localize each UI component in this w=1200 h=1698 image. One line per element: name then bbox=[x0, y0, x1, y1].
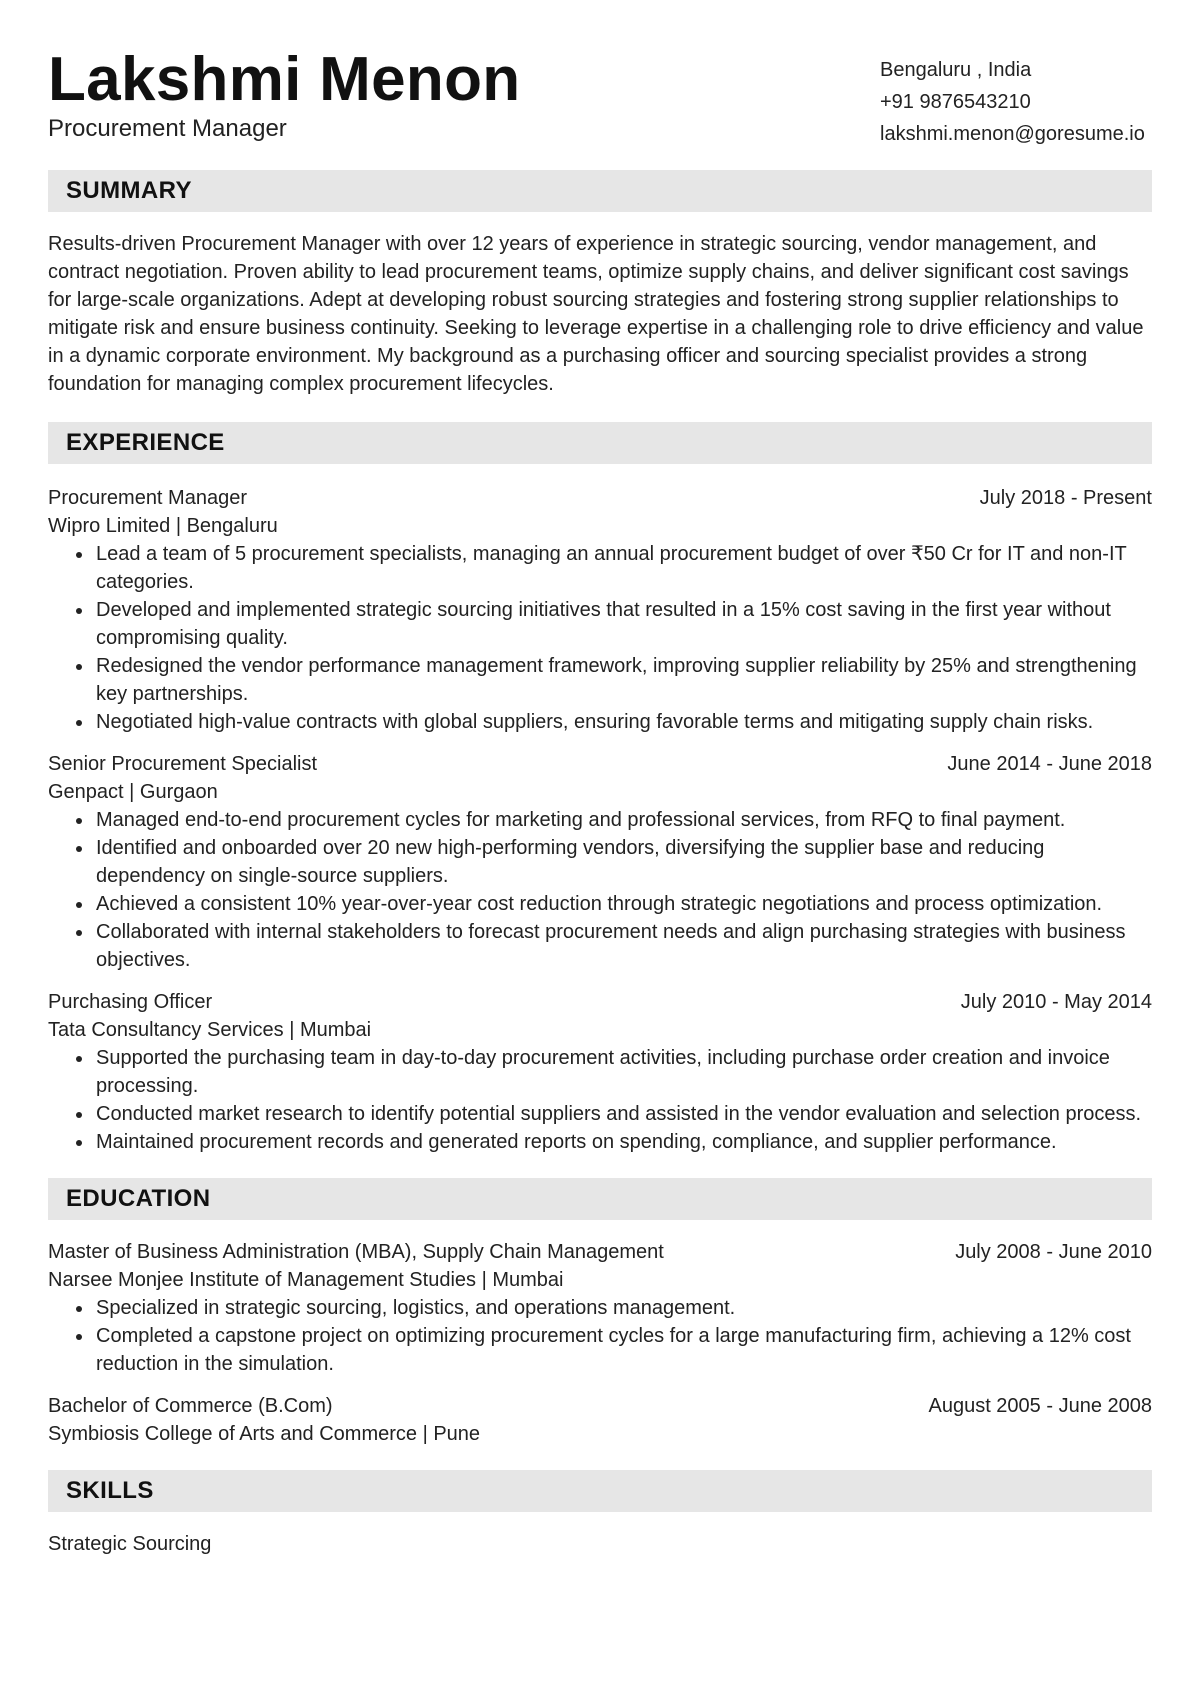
job-bullets bbox=[48, 1044, 1152, 1156]
bullet-item: • Developed and implemented strategic sourcing initiatives that resulted in a 15% cost saving in the first year without compromising quality. bbox=[94, 596, 1152, 652]
education-entry bbox=[48, 1392, 1152, 1448]
contact-block bbox=[880, 54, 1152, 150]
job-company: Wipro Limited | Bengaluru bbox=[48, 515, 278, 537]
degree-dates: July 2008 - June 2010 bbox=[955, 1241, 1152, 1263]
contact-email: lakshmi.menon@goresume.io bbox=[880, 123, 1145, 145]
job-company: Genpact | Gurgaon bbox=[48, 781, 218, 803]
bullet-item: • Redesigned the vendor performance management framework, improving supplier reliability by 25% and strengthening key partnerships. bbox=[94, 652, 1152, 708]
bullet-item: • Managed end-to-end procurement cycles for marketing and professional services, from RFQ to final payment. bbox=[94, 806, 1152, 834]
skill-item: Strategic Sourcing bbox=[48, 1533, 212, 1555]
job-title: Procurement Manager bbox=[48, 487, 247, 509]
job-bullets bbox=[48, 806, 1152, 974]
bullet-item: • Specialized in strategic sourcing, logistics, and operations management. bbox=[94, 1294, 1152, 1322]
experience-heading: EXPERIENCE bbox=[48, 422, 1152, 464]
education-entry bbox=[48, 1238, 1152, 1378]
bullet-item: • Collaborated with internal stakeholders to forecast procurement needs and align purchasing strategies with business objectives. bbox=[94, 918, 1152, 974]
bullet-item: • Negotiated high-value contracts with global suppliers, ensuring favorable terms and mitigating supply chain risks. bbox=[94, 708, 1152, 736]
bullet-item: • Identified and onboarded over 20 new high-performing vendors, diversifying the supplier base and reducing dependency on single-source suppliers. bbox=[94, 834, 1152, 890]
experience-entry bbox=[48, 750, 1152, 974]
job-dates: July 2018 - Present bbox=[979, 487, 1152, 509]
bullet-item: • Lead a team of 5 procurement specialists, managing an annual procurement budget of over ₹50 Cr for IT and non-IT categories. bbox=[94, 540, 1152, 596]
bullet-item: • Conducted market research to identify potential suppliers and assisted in the vendor evaluation and selection process. bbox=[94, 1100, 1152, 1128]
contact-phone: +91 9876543210 bbox=[880, 91, 1031, 113]
bullet-item: • Achieved a consistent 10% year-over-year cost reduction through strategic negotiations and process optimization. bbox=[94, 890, 1152, 918]
job-bullets bbox=[48, 540, 1152, 736]
skills-heading: SKILLS bbox=[48, 1470, 1152, 1512]
job-dates: July 2010 - May 2014 bbox=[960, 991, 1152, 1013]
education-bullets bbox=[48, 1294, 1152, 1378]
job-title: Purchasing Officer bbox=[48, 991, 213, 1013]
bullet-item: • Completed a capstone project on optimizing procurement cycles for a large manufacturing firm, achieving a 12% cost reduction in the simulation. bbox=[94, 1322, 1152, 1378]
candidate-name: Lakshmi Menon bbox=[48, 45, 521, 114]
job-company: Tata Consultancy Services | Mumbai bbox=[48, 1019, 372, 1041]
job-dates: June 2014 - June 2018 bbox=[947, 753, 1152, 775]
contact-location: Bengaluru , India bbox=[880, 59, 1032, 81]
degree-title: Bachelor of Commerce (B.Com) bbox=[48, 1395, 333, 1417]
experience-entry bbox=[48, 988, 1152, 1156]
bullet-item: • Supported the purchasing team in day-to-day procurement activities, including purchase order creation and invoice processing. bbox=[94, 1044, 1152, 1100]
resume-header bbox=[48, 0, 1152, 168]
degree-dates: August 2005 - June 2008 bbox=[928, 1395, 1152, 1417]
degree-title: Master of Business Administration (MBA), Supply Chain Management bbox=[48, 1241, 664, 1263]
summary-heading: SUMMARY bbox=[48, 170, 1152, 212]
bullet-item: • Maintained procurement records and generated reports on spending, compliance, and supplier performance. bbox=[94, 1128, 1152, 1156]
experience-entry bbox=[48, 484, 1152, 736]
summary-text: Results-driven Procurement Manager with over 12 years of experience in strategic sourcing, vendor management, and contract negotiation. Proven ability to lead procurement teams, optimize supply chains, and deliver significant cost savings for large-scale organizations. Adept at developing robust sourcing strategies and fostering strong supplier relationships to mitigate risk and ensure business continuity. Seeking to leverage expertise in a challenging role to drive efficiency and value in a dynamic corporate environment. My background as a purchasing officer and sourcing specialist provides a strong foundation for managing complex procurement lifecycles. bbox=[48, 233, 1144, 395]
job-title: Senior Procurement Specialist bbox=[48, 753, 318, 775]
candidate-role: Procurement Manager bbox=[48, 115, 287, 142]
school-name: Narsee Monjee Institute of Management Studies | Mumbai bbox=[48, 1269, 564, 1291]
school-name: Symbiosis College of Arts and Commerce | Pune bbox=[48, 1423, 481, 1445]
education-heading: EDUCATION bbox=[48, 1178, 1152, 1220]
